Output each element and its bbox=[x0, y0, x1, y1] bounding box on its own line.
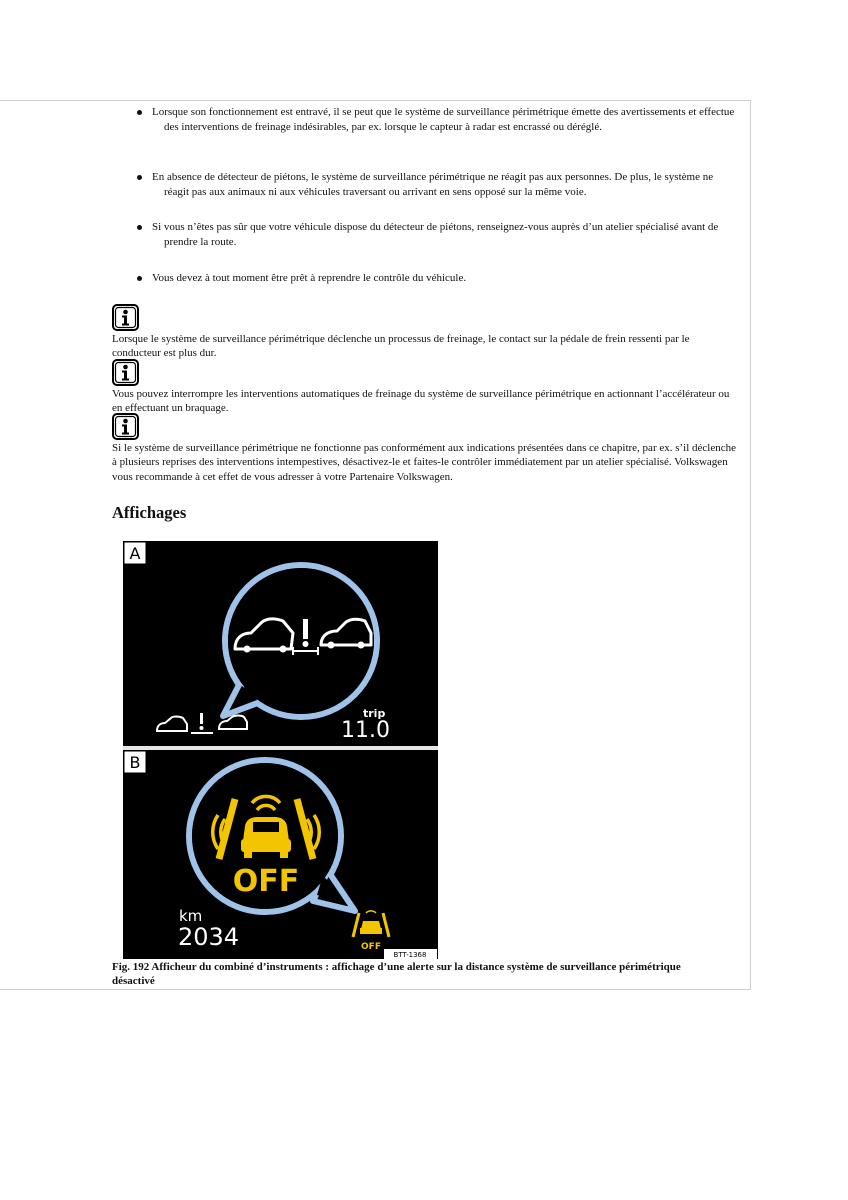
panel-a bbox=[123, 541, 438, 746]
note-text: Lorsque le système de surveillance périmétrique déclenche un processus de freinage, le contact sur la pédale de frein ressenti par le conducteur est plus dur. bbox=[112, 333, 690, 360]
list-item bbox=[137, 271, 737, 286]
panel-b bbox=[123, 750, 438, 959]
figure-drawing bbox=[123, 541, 438, 959]
km-label: km bbox=[179, 907, 203, 925]
list-item bbox=[137, 105, 737, 134]
exclamation-icon bbox=[303, 619, 309, 647]
panel-divider bbox=[123, 746, 438, 750]
note-text: Vous pouvez interrompre les interventions automatiques de freinage du système de surveillance périmétrique en actionnant l’accélérateur ou en effectuant un braquage. bbox=[112, 388, 730, 415]
panel-a-label: A bbox=[129, 544, 141, 563]
bullet-dot bbox=[137, 276, 142, 281]
info-icon bbox=[112, 413, 139, 440]
list-item-text: En absence de détecteur de piétons, le système de surveillance périmétrique ne réagit pas aux personnes. De plus, le système ne réagit pas aux animaux ni aux véhicules traversant ou arrivant en sens opposé sur la même voie. bbox=[152, 171, 714, 198]
trip-label: trip bbox=[363, 707, 386, 720]
trip-value: 11.0 bbox=[341, 718, 390, 743]
list-item bbox=[137, 220, 737, 249]
note-text: Si le système de surveillance périmétrique ne fonctionne pas conformément aux indications présentées dans ce chapitre, par ex. s’il déclenche à plusieurs reprises des interventions intempestives, désactivez-le et faites-le contrôler immédiatement par un atelier spécialisé. Volkswagen vous recommande à cet effet de vous adresser à votre Partenaire Volkswagen. bbox=[112, 442, 737, 483]
km-value: 2034 bbox=[178, 923, 240, 951]
list-item-text: Vous devez à tout moment être prêt à reprendre le contrôle du véhicule. bbox=[152, 272, 467, 284]
info-icon bbox=[112, 304, 139, 331]
off-text: OFF bbox=[232, 864, 300, 899]
bullet-dot bbox=[137, 110, 142, 115]
panel-b-label: B bbox=[129, 753, 141, 772]
figure-caption: Fig. 192 Afficheur du combiné d’instruments : affichage d’une alerte sur la distance système de surveillance périmétrique désactivé bbox=[112, 961, 681, 987]
bullet-dot bbox=[137, 225, 142, 230]
figure-code: BTT-1368 bbox=[393, 951, 427, 959]
list-item-text: Si vous n’êtes pas sûr que votre véhicule dispose du détecteur de piétons, renseignez-vous auprès d’un atelier spécialisé avant de prendre la route. bbox=[152, 221, 719, 248]
section-heading: Affichages bbox=[112, 503, 187, 522]
info-icon bbox=[112, 359, 139, 386]
distance-warning-bubble bbox=[223, 565, 377, 717]
bullet-dot bbox=[137, 175, 142, 180]
list-item bbox=[137, 170, 737, 199]
instrument-cluster-figure bbox=[123, 541, 438, 959]
small-off-text: OFF bbox=[361, 942, 381, 952]
list-item-text: Lorsque son fonctionnement est entravé, il se peut que le système de surveillance périmétrique émette des avertissements et effectue des interventions de freinage indésirables, par ex. lorsque le capteur à radar est encrassé ou déréglé. bbox=[152, 106, 735, 133]
